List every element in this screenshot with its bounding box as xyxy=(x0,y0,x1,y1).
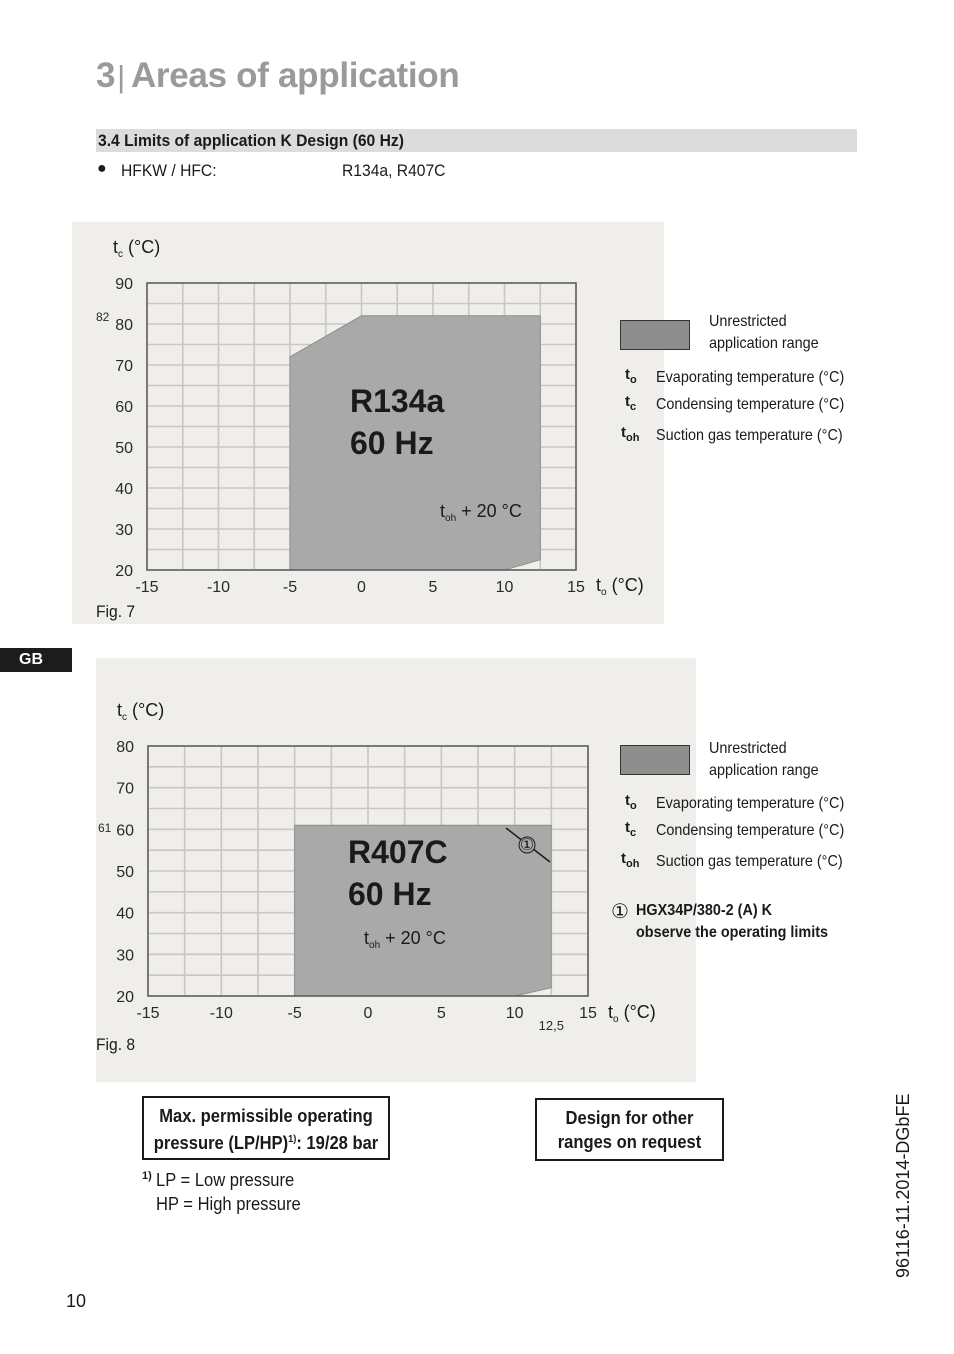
legend2-desc-to: Evaporating temperature (°C) xyxy=(656,795,845,812)
x-axis-label: $t_o$ (°C) xyxy=(596,575,644,598)
y-tick-label: 40 xyxy=(116,905,134,923)
design-line1: Design for other xyxy=(565,1108,694,1128)
legend-swatch-label-line1: Unrestricted xyxy=(709,740,787,757)
legend2-symbol-to: $t_o$ xyxy=(625,792,637,812)
language-tab: GB xyxy=(0,648,72,672)
document-code: 96116-11.2014-DGbFE xyxy=(893,1093,913,1278)
max-pressure-line2: pressure $(LP/HP)^{1)}$: 19/28 bar xyxy=(153,1133,379,1153)
legend2-desc-toh: Suction gas temperature (°C) xyxy=(656,853,843,870)
note-line2: observe the operating limits xyxy=(636,924,829,941)
legend-swatch-label xyxy=(709,311,819,355)
y-tick-label: 60 xyxy=(116,822,134,840)
legend-desc-to: Evaporating temperature (°C) xyxy=(656,369,845,386)
x-tick-label: -5 xyxy=(282,579,298,596)
title-divider: | xyxy=(117,59,125,94)
max-pressure-line1: Max. permissible operating xyxy=(159,1106,373,1126)
x-tick-label: -15 xyxy=(135,579,159,596)
page-number: 10 xyxy=(66,1291,87,1311)
x-tick-label: -5 xyxy=(287,1005,302,1022)
x-tick-label: -15 xyxy=(136,1005,160,1022)
y-tick-label: 70 xyxy=(115,358,133,375)
x-tick-label: 10 xyxy=(505,1005,524,1022)
y-tick-label: 80 xyxy=(115,317,133,334)
x-tick-label: 10 xyxy=(495,579,514,596)
x-tick-label: 0 xyxy=(363,1005,373,1022)
y-axis-label: $t_c$ (°C) xyxy=(113,237,161,260)
y-extra-label: 61 xyxy=(98,821,112,835)
legend2-symbol-tc: $t_c$ xyxy=(625,819,637,839)
y-extra-label: 82 xyxy=(96,310,110,324)
x-extra-label: 12,5 xyxy=(538,1018,564,1033)
note-marker-icon: ① xyxy=(611,901,629,923)
x-tick-label: 5 xyxy=(428,579,438,596)
x-tick-label: -10 xyxy=(209,1005,233,1022)
footnote-line2: HP = High pressure xyxy=(156,1194,301,1214)
legend2-symbol-toh: $t_{oh}$ xyxy=(621,850,640,870)
x-tick-label: 15 xyxy=(579,1005,597,1022)
legend-swatch xyxy=(620,320,690,350)
legend-symbol-toh: $t_{oh}$ xyxy=(621,424,640,444)
legend-swatch-label-line2: application range xyxy=(709,762,819,779)
y-tick-label: 60 xyxy=(115,399,133,416)
chapter-title: Areas of application xyxy=(130,56,460,95)
chart-title-line1: R134a xyxy=(350,383,445,419)
design-line2: ranges on request xyxy=(557,1132,702,1152)
y-tick-label: 20 xyxy=(116,989,134,1006)
bullet-icon: ● xyxy=(97,160,107,177)
note-line1: HGX34P/380-2 (A) K xyxy=(636,902,773,919)
figure-label-8: Fig. 8 xyxy=(96,1035,136,1054)
legend-swatch-label-2 xyxy=(709,738,819,782)
page-title xyxy=(96,56,459,96)
toh-annotation: $t_{oh} + 20$ °C xyxy=(364,928,446,951)
legend-swatch-2 xyxy=(620,745,690,775)
chart-r134a xyxy=(72,222,664,624)
toh-annotation: $t_{oh} + 20$ °C xyxy=(440,501,522,524)
footnote-line1: LP = Low pressure xyxy=(156,1170,295,1190)
legend2-desc-tc: Condensing temperature (°C) xyxy=(656,822,845,839)
y-tick-label: 30 xyxy=(116,947,134,965)
legend-symbol-to: $t_o$ xyxy=(625,366,637,386)
refrigerant-value: R134a, R407C xyxy=(342,161,446,180)
section-title: 3.4 Limits of application K Design (60 Hz) xyxy=(98,131,404,150)
design-request-box xyxy=(535,1098,724,1161)
y-tick-label: 50 xyxy=(115,440,133,457)
footnote-marker: 1) xyxy=(142,1170,152,1182)
x-tick-label: -10 xyxy=(206,579,231,596)
y-axis-label: $t_c$ (°C) xyxy=(117,700,165,723)
x-tick-label: 5 xyxy=(436,1005,446,1022)
chart-title-line1: R407C xyxy=(348,834,448,870)
legend-swatch-label-line2: application range xyxy=(709,335,819,352)
marker-label: ① xyxy=(519,837,535,854)
legend-desc-tc: Condensing temperature (°C) xyxy=(656,396,845,413)
y-tick-label: 50 xyxy=(116,864,134,881)
y-tick-label: 90 xyxy=(115,276,133,293)
y-tick-label: 20 xyxy=(115,563,133,580)
y-tick-label: 80 xyxy=(116,739,134,756)
figure-label-7: Fig. 7 xyxy=(96,602,136,621)
legend-desc-toh: Suction gas temperature (°C) xyxy=(656,427,843,444)
max-pressure-box xyxy=(142,1096,390,1160)
chapter-number: 3 xyxy=(96,56,116,95)
chart-title-line2: 60 Hz xyxy=(348,876,432,912)
chart-r407c xyxy=(96,658,696,1082)
y-tick-label: 30 xyxy=(115,522,133,539)
x-axis-label: $t_o$ (°C) xyxy=(608,1002,656,1025)
legend-swatch-label-line1: Unrestricted xyxy=(709,313,787,330)
x-tick-label: 0 xyxy=(357,579,366,596)
y-tick-label: 70 xyxy=(116,780,134,798)
legend-symbol-tc: $t_c$ xyxy=(625,393,637,413)
refrigerant-label: HFKW / HFC: xyxy=(121,161,217,180)
chart-title-line2: 60 Hz xyxy=(350,425,434,461)
x-tick-label: 15 xyxy=(567,579,585,596)
y-tick-label: 40 xyxy=(115,481,133,498)
